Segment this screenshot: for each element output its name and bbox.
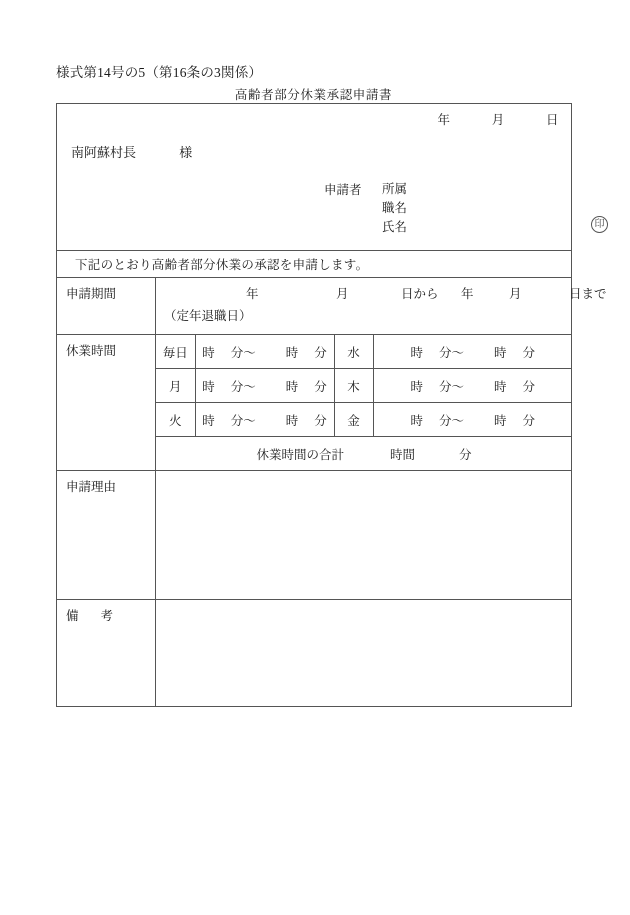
table-row-reason bbox=[57, 471, 572, 600]
period-note: （定年退職日） bbox=[164, 309, 252, 323]
minute-unit-end-1: 分 bbox=[314, 379, 327, 394]
table-row-statement bbox=[57, 251, 572, 278]
period-label-cell bbox=[57, 278, 156, 335]
period-from-year: 年 bbox=[246, 287, 259, 301]
hours-day-wednesday: 水 bbox=[334, 335, 373, 369]
table-row-remarks bbox=[57, 600, 572, 707]
hours-time-monday[interactable] bbox=[195, 369, 334, 403]
minute-unit-end-0: 分 bbox=[314, 345, 327, 360]
hours-grid bbox=[156, 335, 572, 470]
statement-cell bbox=[57, 251, 572, 278]
hours-time-thursday[interactable] bbox=[373, 369, 572, 403]
applicant-label: 申請者 bbox=[324, 183, 362, 197]
hours-time-friday[interactable] bbox=[373, 403, 572, 437]
minute-unit-start-t: 分～ bbox=[438, 379, 464, 394]
hours-total-cell[interactable] bbox=[156, 437, 572, 471]
date-day: 日 bbox=[545, 113, 559, 127]
remarks-value-cell[interactable] bbox=[156, 600, 572, 707]
table-row bbox=[156, 369, 572, 403]
remarks-label-part2: 考 bbox=[100, 609, 114, 623]
applicant-affiliation-label: 所属 bbox=[382, 182, 408, 196]
date-year: 年 bbox=[437, 113, 451, 127]
hour-unit-end-w: 時 bbox=[494, 345, 507, 360]
table-row-hours bbox=[57, 335, 572, 471]
table-row-total bbox=[156, 437, 572, 471]
minute-unit-start-0: 分～ bbox=[230, 345, 256, 360]
hours-day-everyday: 毎日 bbox=[156, 335, 195, 369]
hours-day-tuesday: 火 bbox=[156, 403, 195, 437]
applicant-name-label: 氏名 bbox=[382, 220, 408, 234]
hours-time-tuesday[interactable] bbox=[195, 403, 334, 437]
reason-label-cell bbox=[57, 471, 156, 600]
hour-unit-start-0: 時 bbox=[202, 345, 215, 360]
remarks-label-cell bbox=[57, 600, 156, 707]
hours-total-hour-unit: 時間 bbox=[389, 447, 415, 462]
form-table bbox=[56, 103, 607, 707]
statement-text: 下記のとおり高齢者部分休業の承認を申請します。 bbox=[75, 258, 369, 272]
table-row bbox=[156, 335, 572, 369]
minute-unit-end-2: 分 bbox=[314, 413, 327, 428]
hours-time-wednesday[interactable] bbox=[373, 335, 572, 369]
applicant-name-row bbox=[382, 218, 605, 237]
table-row-header-block bbox=[57, 104, 572, 251]
applicant-jobtitle-label: 職名 bbox=[382, 201, 408, 215]
minute-unit-start-w: 分～ bbox=[438, 345, 464, 360]
period-from-day: 日から bbox=[401, 287, 439, 301]
form-number: 様式第14号の5（第16条の3関係） bbox=[56, 65, 263, 80]
applicant-affiliation-row bbox=[382, 180, 407, 199]
period-from-month: 月 bbox=[336, 287, 349, 301]
hour-unit-start-f: 時 bbox=[410, 413, 423, 428]
reason-value-cell[interactable] bbox=[156, 471, 572, 600]
period-to-month: 月 bbox=[509, 287, 522, 301]
hour-unit-start-1: 時 bbox=[202, 379, 215, 394]
hours-day-thursday: 木 bbox=[334, 369, 373, 403]
minute-unit-end-t: 分 bbox=[522, 379, 536, 394]
addressee-honorific: 様 bbox=[179, 145, 193, 160]
document-title: 高齢者部分休業承認申請書 bbox=[234, 88, 393, 102]
hour-unit-start-t: 時 bbox=[410, 379, 423, 394]
hours-day-friday: 金 bbox=[334, 403, 373, 437]
period-to-year: 年 bbox=[461, 287, 474, 301]
minute-unit-start-f: 分～ bbox=[438, 413, 464, 428]
addressee bbox=[71, 142, 192, 161]
period-value-cell[interactable] bbox=[156, 278, 607, 335]
table-row bbox=[156, 403, 572, 437]
hours-time-everyday[interactable] bbox=[195, 335, 334, 369]
table-row-period bbox=[57, 278, 572, 335]
applicant-jobtitle-row bbox=[382, 199, 407, 218]
minute-unit-end-w: 分 bbox=[522, 345, 536, 360]
period-to-day: 日まで bbox=[569, 287, 607, 301]
hours-label: 休業時間 bbox=[66, 344, 117, 358]
hour-unit-end-1: 時 bbox=[285, 379, 299, 394]
hour-unit-end-2: 時 bbox=[285, 413, 299, 428]
date-month: 月 bbox=[491, 113, 505, 127]
remarks-label bbox=[66, 606, 113, 624]
hours-total-label: 休業時間の合計 bbox=[256, 447, 344, 462]
minute-unit-start-2: 分～ bbox=[230, 413, 256, 428]
hours-total-minute-unit: 分 bbox=[459, 447, 472, 462]
hour-unit-start-w: 時 bbox=[410, 345, 423, 360]
hours-grid-cell bbox=[156, 335, 572, 471]
seal-icon: 印 bbox=[591, 216, 608, 233]
minute-unit-end-f: 分 bbox=[522, 413, 536, 428]
hours-label-cell bbox=[57, 335, 156, 471]
addressee-name: 南阿蘇村長 bbox=[71, 145, 137, 160]
date-line bbox=[437, 110, 559, 128]
remarks-label-part1: 備 bbox=[66, 609, 79, 623]
header-block-cell bbox=[57, 104, 605, 251]
period-label: 申請期間 bbox=[66, 287, 117, 301]
applicant-fields bbox=[382, 180, 605, 237]
hour-unit-end-f: 時 bbox=[494, 413, 507, 428]
hour-unit-start-2: 時 bbox=[202, 413, 215, 428]
hour-unit-end-0: 時 bbox=[285, 345, 299, 360]
minute-unit-start-1: 分～ bbox=[230, 379, 256, 394]
hour-unit-end-t: 時 bbox=[494, 379, 507, 394]
hours-day-monday: 月 bbox=[156, 369, 195, 403]
reason-label: 申請理由 bbox=[66, 480, 117, 494]
